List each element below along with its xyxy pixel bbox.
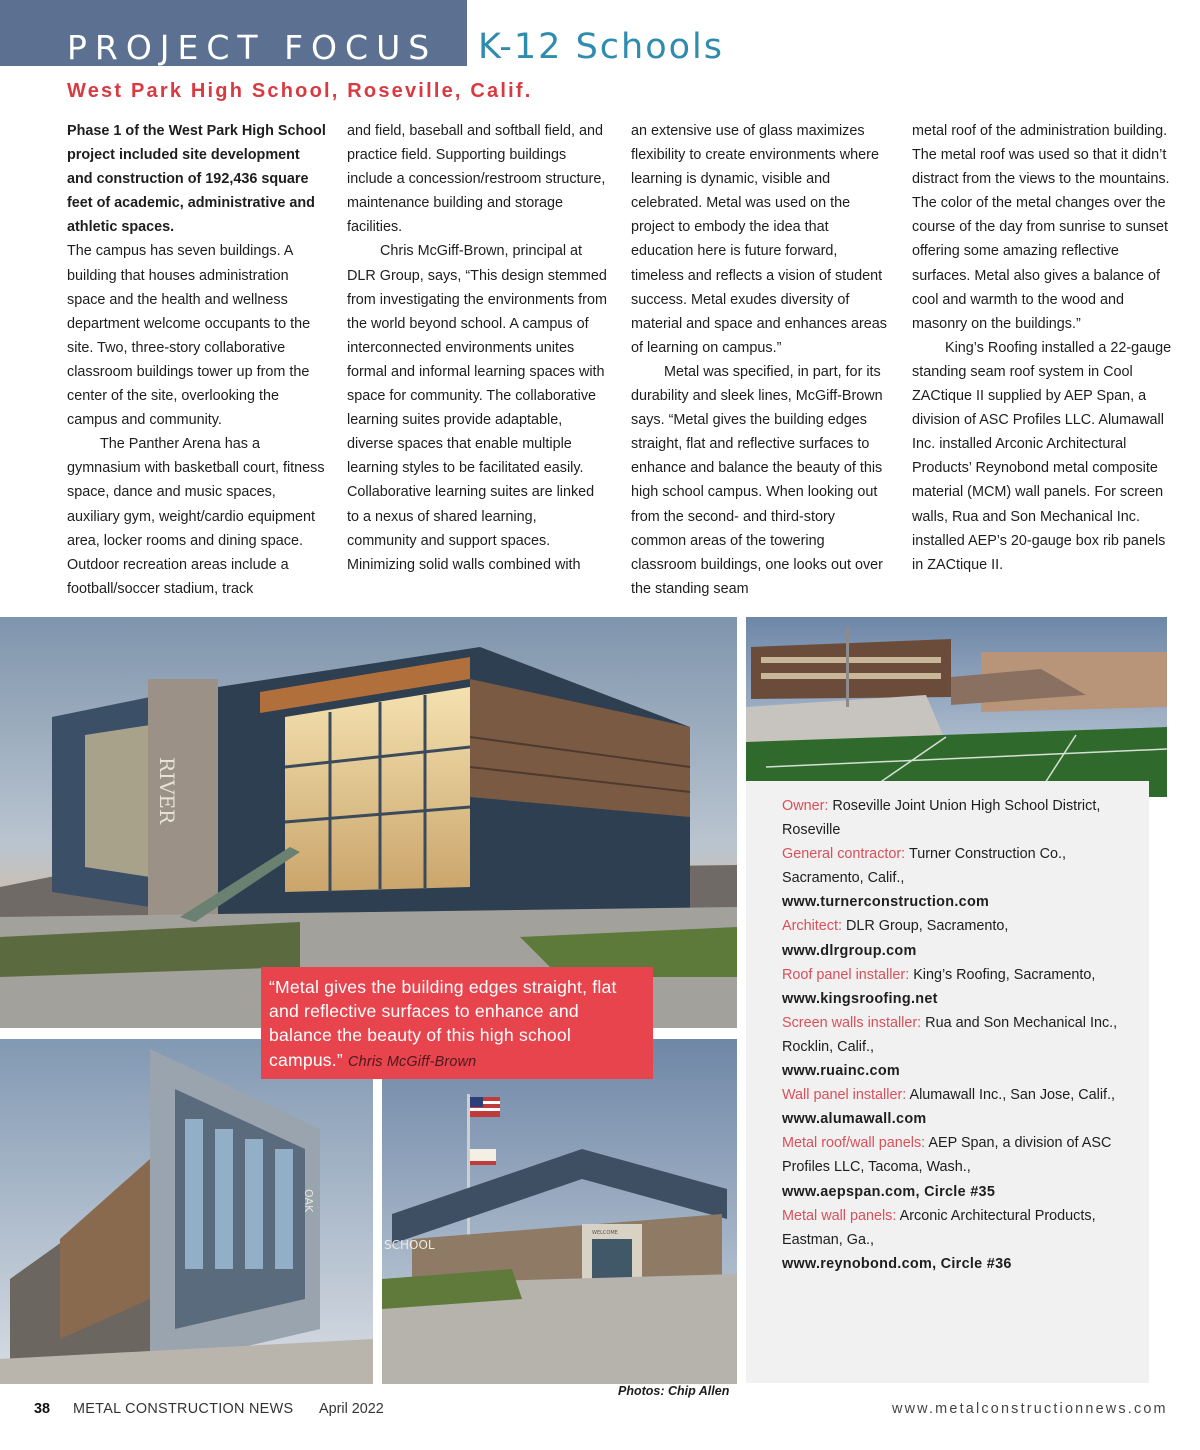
credit-value: Arconic Architectural Products, Eastman, Ga.,: [782, 1207, 1096, 1248]
credit-value: Roseville Joint Union High School District, Roseville: [782, 798, 1101, 839]
photo-panther-arena-illustration: [382, 1039, 737, 1384]
article-column-2: [347, 119, 607, 577]
article-paragraph: and field, baseball and softball field, and practice field. Supporting buildings include a concession/restroom structure, maintenance building and storage facilities.: [347, 123, 606, 236]
article-paragraph: an extensive use of glass maximizes flexibility to create environments where learning is dynamic, visible and celebrated. Metal was used on the project to embody the idea that education here is future forward, timeless and reflects a vision of student success. Metal exudes diversity of material and space and enhances areas of learning on campus.”: [631, 123, 888, 356]
photo-panther-arena: [382, 1039, 737, 1384]
credit-website[interactable]: www.reynobond.com, Circle #36: [782, 1255, 1012, 1272]
article-paragraph: The campus has seven buildings. A building that houses administration space and the health and wellness department welcome occupants to the site. Two, three-story collaborative classroom buildings tower up from the center of the site, overlooking the campus and community.: [67, 243, 311, 429]
credit-website[interactable]: www.dlrgroup.com: [782, 942, 917, 959]
photo-athletic-field: [746, 617, 1167, 797]
credit-value: King’s Roofing, Sacramento,: [913, 966, 1096, 983]
credit-role: Metal roof/wall panels:: [782, 1135, 926, 1152]
article-paragraph: metal roof of the administration building. The metal roof was used so that it didn’t distract from the views to the mountains. The color of the metal changes over the course of the day from sunrise to sunset offering some amazing reflective surfaces. Metal also gives a balance of cool and warmth to the wood and masonry on the buildings.”: [912, 123, 1170, 332]
pull-quote-attribution: Chris McGiff-Brown: [348, 1053, 477, 1070]
credit-role: Owner:: [782, 798, 829, 814]
photo-oak-building-illustration: [0, 1039, 373, 1384]
article-lead: Phase 1 of the West Park High School project included site development and construction of 192,436 square feet of academic, administrative and athletic spaces.: [67, 123, 326, 236]
credit-role: Metal wall panels:: [782, 1207, 897, 1224]
pull-quote: [261, 967, 653, 1079]
credit-value: AEP Span, a division of ASC Profiles LLC, Tacoma, Wash.,: [782, 1135, 1112, 1176]
article-column-1: [67, 119, 327, 601]
article-paragraph: Chris McGiff-Brown, principal at DLR Group, says, “This design stemmed from investigating the environments from the world beyond school. A campus of interconnected environments unites formal and informal learning spaces with space for community. The collaborative learning suites provide adaptable, diverse spaces that enable multiple learning styles to be facilitated easily. Collaborative learning suites are linked to a nexus of shared learning, community and support spaces. Minimizing solid walls combined with: [347, 243, 607, 573]
credit-entry: [782, 914, 1149, 962]
pull-quote-text: “Metal gives the building edges straight, flat and reflective surfaces to enhance and balance the beauty of this high school campus.”: [269, 977, 617, 1070]
credit-entry: [782, 842, 1149, 914]
credit-value: Rua and Son Mechanical Inc., Rocklin, Calif.,: [782, 1014, 1118, 1055]
article-column-4: [912, 119, 1172, 577]
article-paragraph: The Panther Arena has a gymnasium with basketball court, fitness space, dance and music spaces, auxiliary gym, weight/cardio equipment area, locker rooms and dining space. Outdoor recreation areas include a football/soccer stadium, track: [67, 436, 325, 597]
page-number: 38: [34, 1401, 51, 1417]
river-sign: RIVER: [155, 757, 179, 825]
article-column-3: [631, 119, 891, 601]
credit-role: General contractor:: [782, 846, 906, 863]
photo-credit: Photos: Chip Allen: [618, 1384, 730, 1398]
website-url[interactable]: www.metalconstructionnews.com: [892, 1401, 1168, 1417]
topic-title: K-12 Schools: [478, 27, 724, 67]
publication-name: METAL CONSTRUCTION NEWS: [73, 1401, 294, 1417]
credit-website[interactable]: www.alumawall.com: [782, 1111, 927, 1128]
issue-date: April 2022: [319, 1401, 384, 1417]
credit-website[interactable]: www.ruainc.com: [782, 1063, 901, 1080]
credit-role: Wall panel installer:: [782, 1087, 907, 1104]
credit-value: DLR Group, Sacramento,: [845, 918, 1009, 935]
welcome-sign: WELCOME: [592, 1230, 618, 1236]
us-flag: [470, 1097, 500, 1117]
school-sign: SCHOOL: [384, 1238, 435, 1252]
credit-entry: [782, 794, 1149, 842]
section-label: PROJECT FOCUS: [67, 28, 438, 67]
photo-oak-building: [0, 1039, 373, 1384]
credit-role: Roof panel installer:: [782, 966, 910, 983]
credit-role: Screen walls installer:: [782, 1014, 922, 1031]
article-paragraph: King’s Roofing installed a 22-gauge standing seam roof system in Cool ZACtique II supplied by AEP Span, a division of ASC Profiles LLC. Alumawall Inc. installed Arconic Architectural Products’ Reynobond metal composite material (MCM) wall panels. For screen walls, Rua and Son Mechanical Inc. installed AEP’s 20-gauge box rib panels in ZACtique II.: [912, 339, 1172, 573]
credit-entry: [782, 1204, 1149, 1276]
credit-website[interactable]: www.kingsroofing.net: [782, 990, 938, 1007]
article-headline: West Park High School, Roseville, Calif.: [67, 80, 533, 102]
credit-entry: [782, 963, 1149, 1011]
oak-sign: OAK: [302, 1189, 315, 1213]
photo-athletic-field-illustration: [746, 617, 1167, 797]
credit-website[interactable]: www.aepspan.com, Circle #35: [782, 1183, 996, 1200]
credit-value: Alumawall Inc., San Jose, Calif.,: [909, 1087, 1116, 1104]
article-paragraph: Metal was specified, in part, for its durability and sleek lines, McGiff-Brown says. “Metal gives the building edges straight, flat and reflective surfaces to enhance and balance the beauty of this high school campus. When looking out from the second- and third-story common areas of the towering classroom buildings, one looks out over the standing seam: [631, 363, 883, 597]
california-flag: [470, 1149, 496, 1165]
credit-role: Architect:: [782, 918, 842, 935]
project-credits: [746, 781, 1149, 1383]
credit-entry: [782, 1083, 1149, 1131]
credit-website[interactable]: www.turnerconstruction.com: [782, 894, 990, 911]
credit-entry: [782, 1131, 1149, 1203]
credit-entry: [782, 1011, 1149, 1083]
credit-value: Turner Construction Co., Sacramento, Calif.,: [782, 846, 1066, 887]
